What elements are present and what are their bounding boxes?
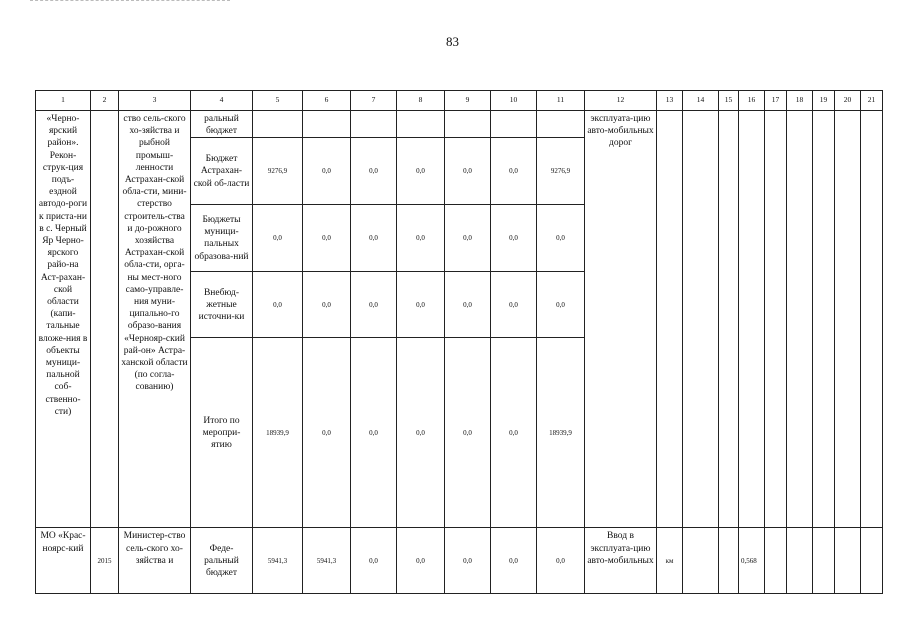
value-cell: 5941,3: [253, 528, 303, 594]
value-cell: 0,0: [253, 272, 303, 338]
value-cell: [445, 111, 491, 138]
empty-cell: [835, 528, 861, 594]
empty-cell: [835, 111, 861, 528]
header-cell: 6: [303, 91, 351, 111]
value-cell: [253, 111, 303, 138]
header-cell: 19: [813, 91, 835, 111]
scan-top-marks: [30, 0, 230, 4]
value-cell: 0,0: [351, 272, 397, 338]
value-cell: 0,0: [397, 138, 445, 205]
event-name-cell: «Черно-ярский район». Рекон-струк-ция подъ-ездной автодо-роги к приста-ни в с. Черный Яр Черно-ярского райо-на Аст-рахан-ской области (капи-тальные вложе-ния в объекты муници-пальной соб-ственно-сти): [36, 111, 91, 528]
event-name-cell: МО «Крас-ноярс-кий: [36, 528, 91, 594]
value-cell: 0,0: [445, 528, 491, 594]
value-cell: [491, 111, 537, 138]
executor-cell: ство сель-ского хо-зяйства и рыбной промыш-ленности Астрахан-ской обла-сти, мини-стерство строитель-ства и до-рожного хозяйства Астрахан-ской обла-сти, орга-ны мест-ного само-управле-ния муни-ципально-го образо-вания «Чернояр-ский рай-он» Астра-ханской области (по согла-сованию): [119, 111, 191, 528]
value-cell: 0,0: [303, 138, 351, 205]
header-cell: 5: [253, 91, 303, 111]
value-cell: 0,0: [303, 272, 351, 338]
program-table: [35, 90, 883, 594]
value-cell: 0,0: [445, 138, 491, 205]
funding-source-cell: Феде-ральный бюджет: [191, 528, 253, 594]
value-cell: 0,0: [445, 272, 491, 338]
value-cell: 9276,9: [537, 138, 585, 205]
table-row: [36, 528, 883, 594]
empty-cell: [861, 111, 883, 528]
header-cell: 20: [835, 91, 861, 111]
value-cell: 0,0: [397, 272, 445, 338]
header-cell: 3: [119, 91, 191, 111]
header-cell: 13: [657, 91, 683, 111]
unit-cell: [657, 111, 683, 528]
header-cell: 1: [36, 91, 91, 111]
header-cell: 16: [739, 91, 765, 111]
value-cell: 0,0: [491, 272, 537, 338]
funding-source-cell: Итого по меропри-ятию: [191, 338, 253, 528]
header-cell: 4: [191, 91, 253, 111]
empty-cell: [683, 111, 719, 528]
empty-cell: [765, 111, 787, 528]
header-cell: 2: [91, 91, 119, 111]
value-cell: 0,0: [303, 205, 351, 272]
funding-source-cell: ральный бюджет: [191, 111, 253, 138]
value-cell: 0,0: [351, 528, 397, 594]
table-row: [36, 111, 883, 138]
header-cell: 11: [537, 91, 585, 111]
header-cell: 14: [683, 91, 719, 111]
header-row: [36, 91, 883, 111]
empty-cell: [765, 528, 787, 594]
value-cell: 0,0: [397, 338, 445, 528]
page-number: 83: [446, 34, 459, 49]
value-cell: 0,0: [351, 205, 397, 272]
value-cell: 0,0: [537, 528, 585, 594]
header-cell: 12: [585, 91, 657, 111]
indicator-cell: Ввод в эксплуата-цию авто-мобильных: [585, 528, 657, 594]
executor-cell: Министер-ство сель-ского хо-зяйства и: [119, 528, 191, 594]
value-cell: 0,0: [491, 528, 537, 594]
value-cell: 0,0: [397, 205, 445, 272]
header-cell: 21: [861, 91, 883, 111]
value-cell: 0,0: [253, 205, 303, 272]
value-cell: [303, 111, 351, 138]
value-cell: 0,0: [397, 528, 445, 594]
funding-source-cell: Бюджеты муници-пальных образова-ний: [191, 205, 253, 272]
value-cell: 0,568: [739, 528, 765, 594]
value-cell: 18939,9: [537, 338, 585, 528]
value-cell: 0,0: [537, 205, 585, 272]
header-cell: 15: [719, 91, 739, 111]
funding-source-cell: Внебюд-жетные источни-ки: [191, 272, 253, 338]
value-cell: 0,0: [537, 272, 585, 338]
value-cell: [537, 111, 585, 138]
empty-cell: [719, 528, 739, 594]
funding-source-cell: Бюджет Астрахан-ской об-ласти: [191, 138, 253, 205]
value-cell: 0,0: [351, 338, 397, 528]
value-cell: 5941,3: [303, 528, 351, 594]
value-cell: [351, 111, 397, 138]
value-cell: 18939,9: [253, 338, 303, 528]
value-cell: 9276,9: [253, 138, 303, 205]
value-cell: 0,0: [491, 338, 537, 528]
value-cell: 0,0: [445, 205, 491, 272]
value-cell: 0,0: [351, 138, 397, 205]
header-cell: 7: [351, 91, 397, 111]
empty-cell: [719, 111, 739, 528]
header-cell: 9: [445, 91, 491, 111]
value-cell: 0,0: [303, 338, 351, 528]
empty-cell: [787, 111, 813, 528]
value-cell: [397, 111, 445, 138]
value-cell: 0,0: [445, 338, 491, 528]
empty-cell: [683, 528, 719, 594]
year-cell: [91, 111, 119, 528]
empty-cell: [813, 528, 835, 594]
empty-cell: [739, 111, 765, 528]
header-cell: 10: [491, 91, 537, 111]
header-cell: 8: [397, 91, 445, 111]
header-cell: 18: [787, 91, 813, 111]
value-cell: 0,0: [491, 205, 537, 272]
header-cell: 17: [765, 91, 787, 111]
unit-cell: км: [657, 528, 683, 594]
value-cell: 0,0: [491, 138, 537, 205]
indicator-cell: эксплуата-цию авто-мобильных дорог: [585, 111, 657, 528]
empty-cell: [813, 111, 835, 528]
year-cell: 2015: [91, 528, 119, 594]
empty-cell: [787, 528, 813, 594]
empty-cell: [861, 528, 883, 594]
